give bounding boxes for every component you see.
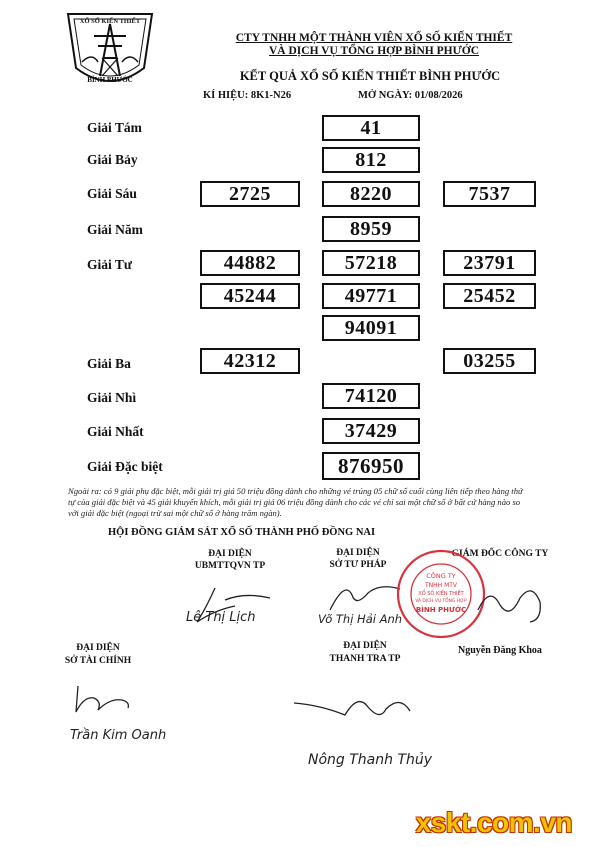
sig4-org: SỞ TÀI CHÍNH	[64, 656, 132, 666]
company-name-line1: CTY TNHH MỘT THÀNH VIÊN XỔ SỐ KIẾN THIẾT	[235, 32, 513, 44]
sig2-signature: Võ Thị Hải Anh	[318, 612, 403, 626]
page-title: KẾT QUẢ XỔ SỐ KIẾN THIẾT BÌNH PHƯỚC	[239, 69, 501, 83]
sig3-name: Nguyễn Đăng Khoa	[458, 645, 542, 656]
prize-5-number: 8959	[322, 216, 420, 242]
prize-label-5: Giải Năm	[87, 222, 143, 237]
company-name-line2: VÀ DỊCH VỤ TỔNG HỢP BÌNH PHƯỚC	[269, 45, 479, 57]
prize-label-7: Giải Bảy	[87, 152, 138, 167]
prize-label-8: Giải Tám	[87, 120, 142, 135]
prize-6-number: 8220	[322, 181, 420, 207]
logo-text-bottom: BÌNH PHƯỚC	[87, 76, 133, 84]
sig2-title: ĐẠI DIỆN	[336, 548, 380, 558]
prize-7-number: 812	[322, 147, 420, 173]
draw-date: MỞ NGÀY: 01/08/2026	[358, 90, 463, 101]
logo-text-top: XỔ SỐ KIẾN THIẾT	[79, 18, 141, 25]
sig5-org: THANH TRA TP	[329, 654, 401, 664]
prize-4-number: 94091	[322, 315, 420, 341]
prize-4-number: 57218	[322, 250, 420, 276]
prize-2-number: 74120	[322, 383, 420, 409]
sig1-title: ĐẠI DIỆN	[208, 549, 252, 559]
sig5-title: ĐẠI DIỆN	[343, 641, 387, 651]
lottery-symbol: KÍ HIỆU: 8K1-N26	[203, 90, 292, 101]
prize-label-6: Giải Sáu	[87, 186, 137, 201]
prize-4-number: 25452	[443, 283, 536, 309]
sig4-signature: Trần Kim Oanh	[70, 728, 167, 743]
prize-label-2: Giải Nhì	[87, 390, 137, 405]
prize-1-number: 37429	[322, 418, 420, 444]
prize-6-number: 7537	[443, 181, 536, 207]
sig1-org: UBMTTQVN TP	[194, 561, 266, 571]
sig3-signature-mark	[470, 580, 560, 630]
sig2-org: SỞ TƯ PHÁP	[329, 560, 387, 570]
prize-6-number: 2725	[200, 181, 300, 207]
prize-label-4: Giải Tư	[87, 257, 132, 272]
company-logo	[58, 6, 162, 98]
prize-special-number: 876950	[322, 452, 420, 480]
sig5-signature: Nông Thanh Thủy	[308, 752, 433, 768]
prize-4-number: 44882	[200, 250, 300, 276]
stamp-text-mid1: TNHH MTV	[424, 582, 458, 589]
council-title: HỘI ĐỒNG GIÁM SÁT XỔ SỐ THÀNH PHỐ ĐỒNG NAI	[108, 527, 376, 538]
prize-label-1: Giải Nhất	[87, 424, 144, 439]
stamp-text-top: CÔNG TY	[426, 572, 456, 580]
prize-note: Ngoài ra: có 9 giải phụ đặc biệt, mỗi giải trị giá 50 triệu đồng dành cho những vé trúng 05 chữ số cuối cùng liên tiếp theo hàng thứ tự của giải đặc biệt và 45 giải khuyến khích, mỗi giải trị giá 06 triệu đồng dành cho các vé chỉ sai một chữ số ở bất cứ hàng nào so với giải đặc biệt (ngoại trừ sai một chữ số ở hàng trăm ngàn).	[68, 486, 523, 518]
sig5-signature-mark	[290, 685, 420, 730]
sig1-signature: Lê Thị Lịch	[186, 610, 256, 625]
prize-4-number: 49771	[322, 283, 420, 309]
stamp-text-mid3: VÀ DỊCH VỤ TỔNG HỢP	[415, 599, 467, 604]
prize-8-number: 41	[322, 115, 420, 141]
prize-label-special: Giải Đặc biệt	[87, 459, 163, 474]
stamp-text-bottom: BÌNH PHƯỚC	[415, 606, 467, 614]
prize-3-number: 03255	[443, 348, 536, 374]
stamp-text-mid2: XỔ SỐ KIẾN THIẾT	[418, 591, 464, 597]
svg-text:·: ·	[108, 12, 112, 20]
sig4-signature-mark	[70, 678, 150, 720]
sig4-title: ĐẠI DIỆN	[76, 643, 120, 653]
prize-4-number: 45244	[200, 283, 300, 309]
sig3-title: GIÁM ĐỐC CÔNG TY	[451, 549, 549, 559]
prize-3-number: 42312	[200, 348, 300, 374]
site-watermark: xskt.com.vn	[415, 807, 572, 838]
prize-4-number: 23791	[443, 250, 536, 276]
prize-label-3: Giải Ba	[87, 356, 131, 371]
